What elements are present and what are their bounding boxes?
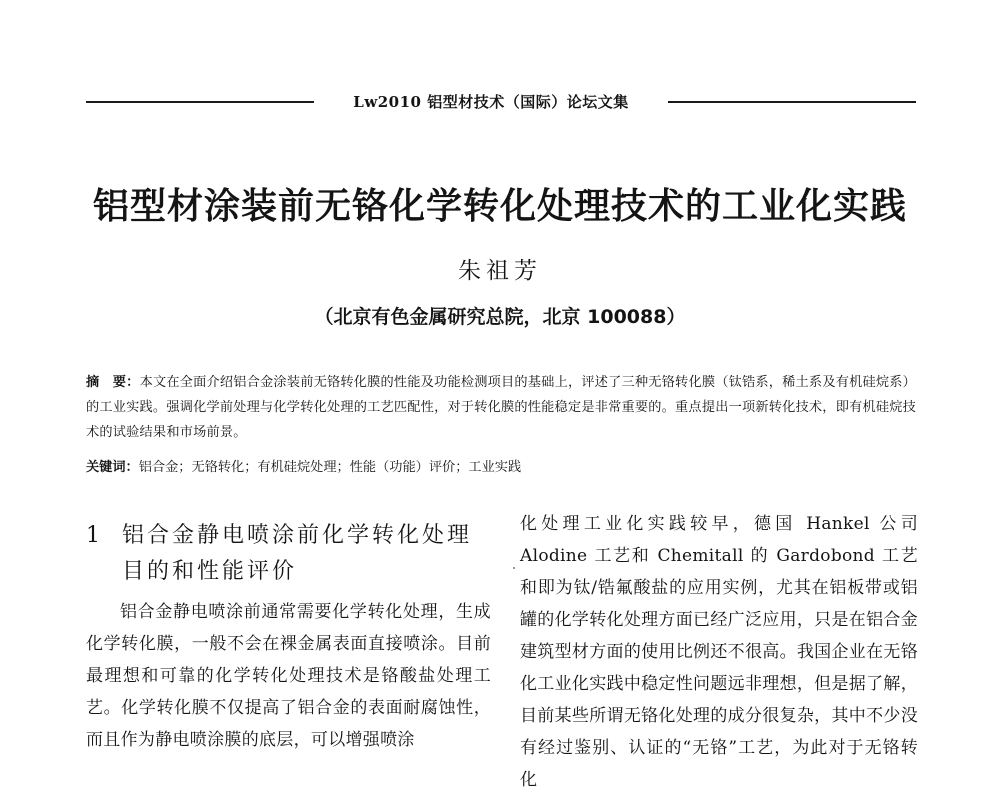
right-column — [520, 508, 918, 796]
section-1-heading — [86, 518, 496, 590]
section-number: 1 — [86, 523, 103, 548]
abstract — [86, 370, 918, 445]
header-rule-left — [86, 101, 314, 103]
abstract-text: 本文在全面介绍铝合金涂装前无铬转化膜的性能及功能检测项目的基础上，评述了三种无铬转化膜（钛锆系，稀土系及有机硅烷系）的工业实践。强调化学前处理与化学转化处理的工艺匹配性，对于转化膜的性能稳定是非常重要的。重点提出一项新转化技术，即有机硅烷技术的试验结果和市场前景。 — [86, 375, 917, 440]
section-title-line2: 目的和性能评价 — [122, 559, 298, 584]
author-affiliation: （北京有色金属研究总院，北京 100088） — [314, 306, 686, 328]
right-paragraph: 化处理工业化实践较早，德国 Hankel 公司 Alodine 工艺和 Chemitall 的 Gardobond 工艺和即为钛/锆氟酸盐的应用实例，尤其在铝板带或铝罐的化学转化处理方面已经广泛应用，只是在铝合金建筑型材方面的使用比例还不很高。我国企业在无铬化工业化实践中稳定性问题远非理想，但是据了解，目前某些所谓无铬化处理的成分很复杂，其中不少没有经过鉴别、认证的“无铬”工艺，为此对于无铬转化 — [520, 514, 918, 790]
abstract-label: 摘 要： — [86, 375, 140, 390]
scan-speck — [513, 567, 515, 569]
article-title: 铝型材涂装前无铬化学转化处理技术的工业化实践 — [92, 185, 907, 227]
running-header: Lw2010 铝型材技术（国际）论坛文集 — [353, 93, 629, 111]
left-column — [86, 596, 491, 756]
header-rule-right — [668, 101, 916, 103]
keywords — [86, 455, 918, 480]
section-title-line1: 铝合金静电喷涂前化学转化处理 — [122, 523, 473, 548]
keywords-text: 铝合金；无铬转化；有机硅烷处理；性能（功能）评价；工业实践 — [138, 460, 522, 475]
author-name: 朱祖芳 — [458, 258, 542, 284]
keywords-label: 关键词： — [86, 460, 139, 475]
left-paragraph: 铝合金静电喷涂前通常需要化学转化处理，生成化学转化膜，一般不会在裸金属表面直接喷涂。目前最理想和可靠的化学转化处理技术是铬酸盐处理工艺。化学转化膜不仅提高了铝合金的表面耐腐蚀性，而且作为静电喷涂膜的底层，可以增强喷涂 — [86, 602, 491, 750]
